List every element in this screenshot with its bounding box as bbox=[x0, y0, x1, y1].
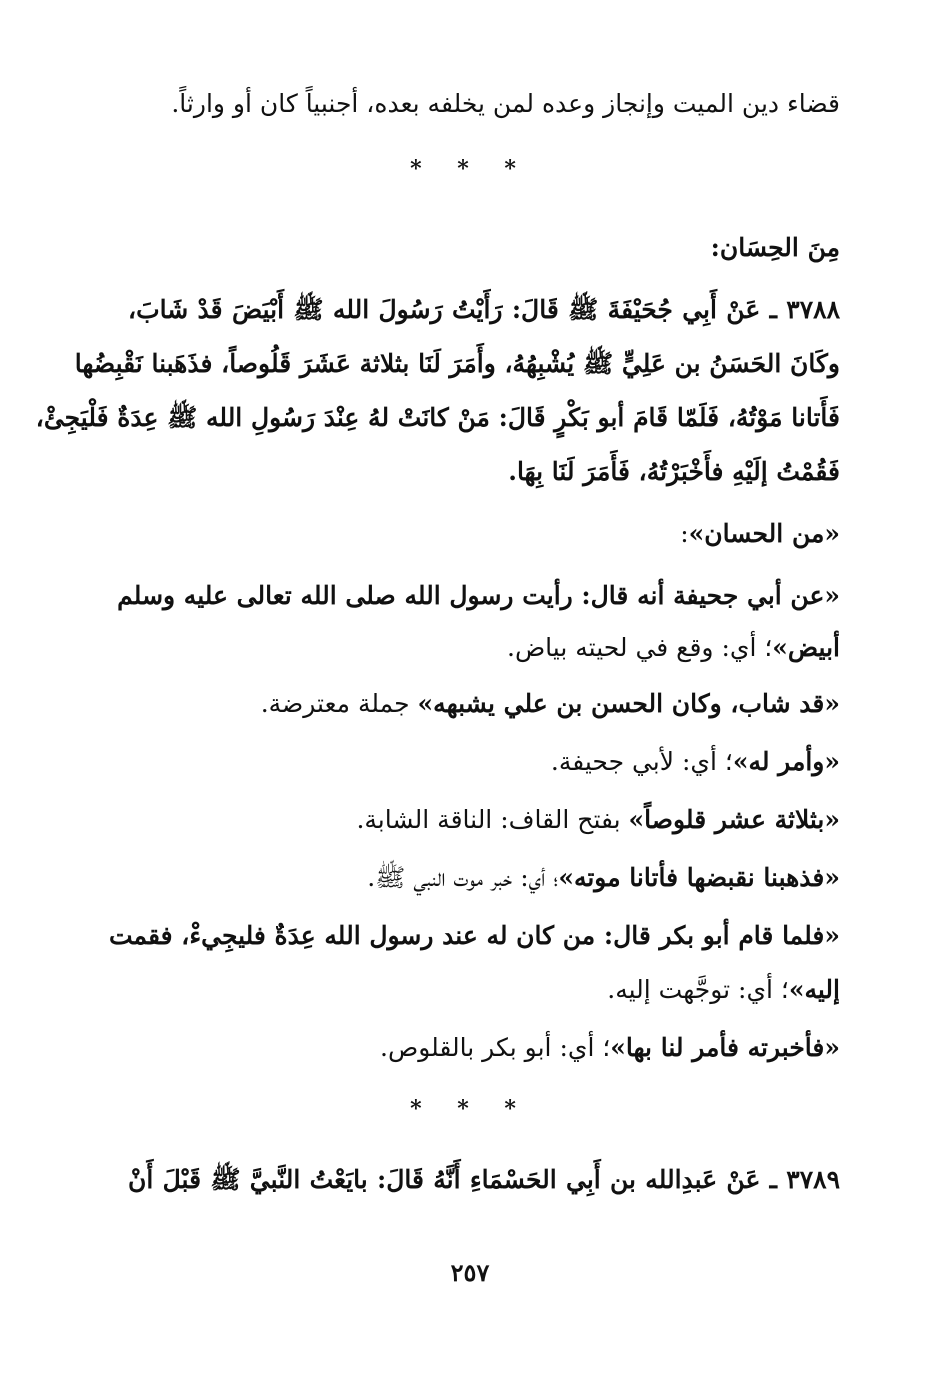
page-number: ٢٥٧ bbox=[450, 1258, 490, 1287]
commentary-text: ؛ أي: خبر موت النبي ﷺ. bbox=[367, 863, 559, 892]
commentary-quote: «قد شاب، وكان الحسن بن علي يشبهه» bbox=[417, 689, 840, 718]
commentary-quote: «فلما قام أبو بكر قال: من كان له عند رسول الله عِدَةٌ فليجِيءْ، فقمت bbox=[108, 921, 840, 950]
hadith-3788-line-2: وكَانَ الحَسَنُ بن عَلِيٍّ ﷺ يُشْبِهُهُ، وأَمَرَ لَنَا بثلاثة عَشَرَ قَلُوصاً، فذَهَبنا نَقْبِضُها bbox=[74, 349, 840, 378]
commentary-text: جملة معترضة. bbox=[260, 689, 418, 718]
commentary-quote: «من الحسان» bbox=[688, 519, 840, 548]
commentary-text: ؛ أي: توجَّهت إليه. bbox=[607, 975, 789, 1004]
commentary-line bbox=[356, 800, 840, 840]
hadith-3789-line-1: ٣٧٨٩ ـ عَنْ عَبدِالله بن أَبِي الحَسْمَاءِ أَنَّهُ قَالَ: بايَعْتُ النَّبيَّ ﷺ قَبْلَ أَنْ bbox=[128, 1165, 840, 1194]
hadith-3788-line-3: فَأَتانا مَوْتُهُ، فَلَمّا قَامَ أبو بَكْرٍ قَالَ: مَنْ كانَتْ لهُ عِنْدَ رَسُولِ الله ﷺ عِدَةٌ فَلْيَجِئْ، bbox=[35, 403, 840, 432]
intro-line: قضاء دين الميت وإنجاز وعده لمن يخلفه بعده، أجنبياً كان أو وارثاً. bbox=[171, 89, 840, 118]
hadith-3788-line-4: فَقُمْتُ إلَيْهِ فأَخْبَرْتُهُ، فَأَمَرَ لَنَا بِهَا. bbox=[508, 457, 840, 486]
commentary-text: ؛ أي: أبو بكر بالقلوص. bbox=[380, 1033, 611, 1062]
commentary-text: : bbox=[680, 519, 689, 548]
commentary-line bbox=[367, 858, 840, 898]
section-heading: مِنَ الحِسَان: bbox=[710, 233, 840, 262]
commentary-line bbox=[261, 684, 840, 724]
commentary-quote: «فذهبنا نقبضها فأتانا موته» bbox=[558, 863, 840, 892]
commentary-text: ؛ أي: وقع في لحيته بياض. bbox=[507, 633, 773, 662]
hadith-3788-line-1: ٣٧٨٨ ـ عَنْ أَبِي جُحَيْفَةَ ﷺ قَالَ: رَأَيْتُ رَسُولَ الله ﷺ أَبْيَضَ قَدْ شَابَ، bbox=[128, 295, 840, 324]
commentary-line bbox=[380, 1028, 840, 1068]
commentary-text: بفتح القاف: الناقة الشابة. bbox=[356, 805, 629, 834]
commentary-quote: أبيض» bbox=[772, 633, 840, 662]
commentary-line bbox=[117, 576, 840, 616]
commentary-quote: «فأخبرته فأمر لنا بها» bbox=[610, 1033, 840, 1062]
commentary-quote: إليه» bbox=[788, 975, 840, 1004]
separator-stars: * * * bbox=[410, 156, 530, 182]
commentary-quote: «بثلاثة عشر قلوصاً» bbox=[628, 805, 840, 834]
commentary-line bbox=[507, 628, 840, 668]
commentary-quote: «وأمر له» bbox=[732, 747, 840, 776]
commentary-line bbox=[680, 514, 840, 554]
commentary-quote: «عن أبي جحيفة أنه قال: رأيت رسول الله صلى الله تعالى عليه وسلم bbox=[117, 581, 840, 610]
separator-stars: * * * bbox=[410, 1096, 530, 1122]
commentary-line bbox=[108, 916, 840, 956]
commentary-line bbox=[551, 742, 840, 782]
commentary-text: ؛ أي: لأبي جحيفة. bbox=[550, 747, 733, 776]
commentary-line bbox=[607, 970, 840, 1010]
